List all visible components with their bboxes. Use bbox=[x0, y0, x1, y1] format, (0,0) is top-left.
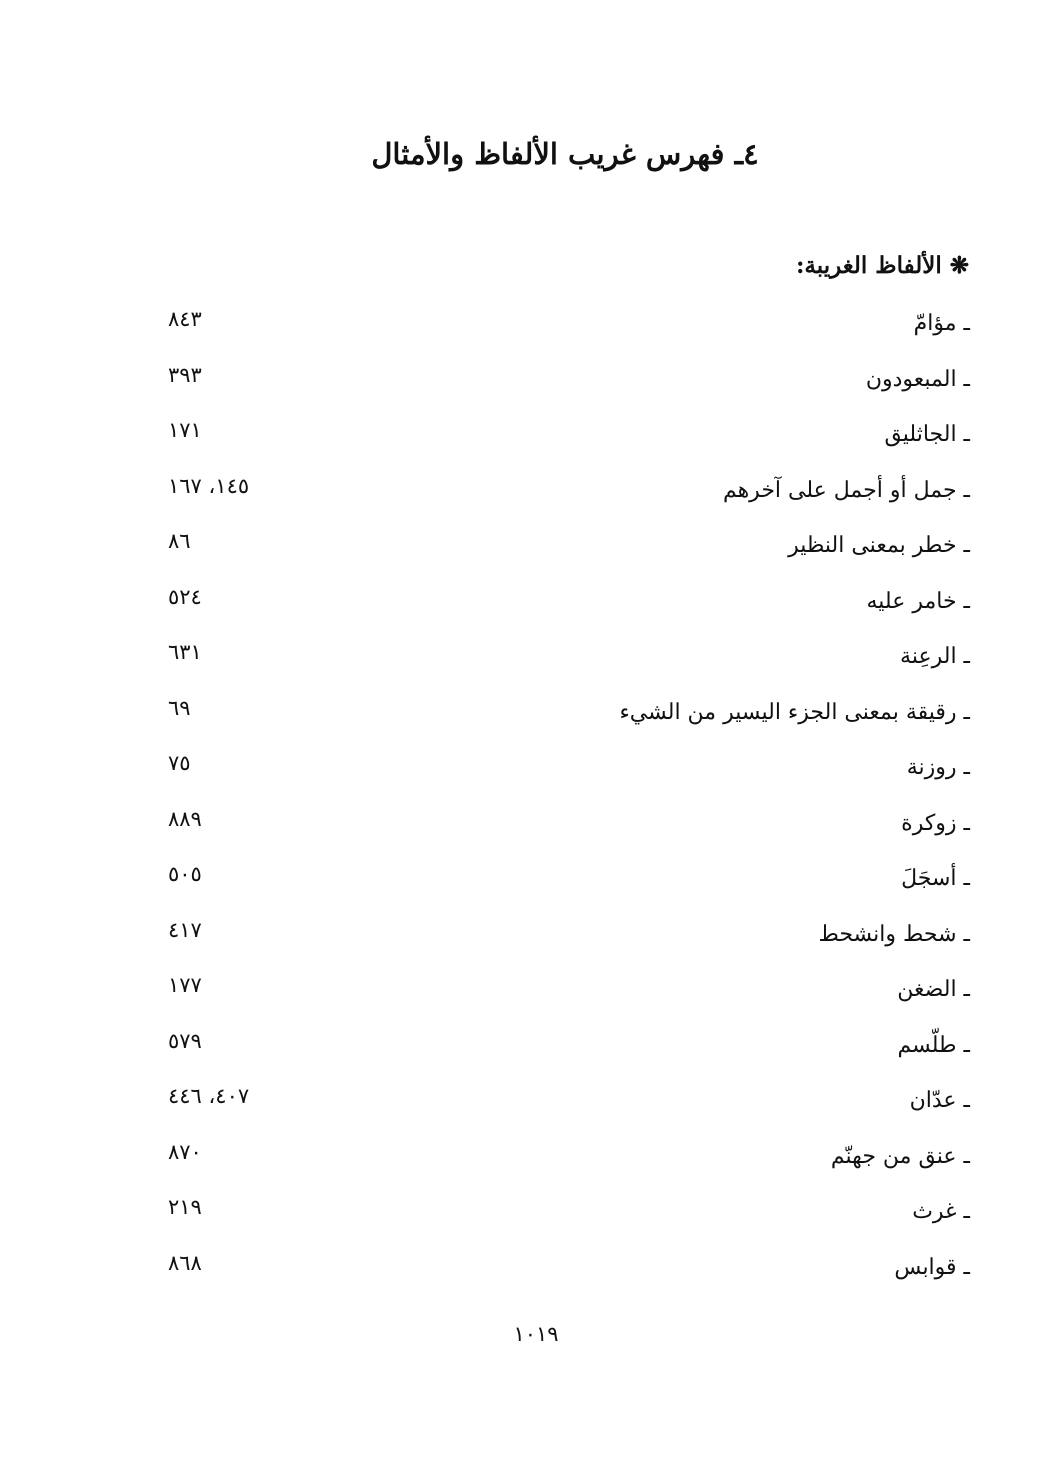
index-entry bbox=[160, 465, 970, 521]
entry-term: ـ رقيقة بمعنى الجزء اليسير من الشيء bbox=[619, 699, 970, 725]
entry-pages: ٤٠٧، ٤٤٦ bbox=[168, 1084, 250, 1108]
index-entries bbox=[160, 298, 970, 1297]
entry-term: ـ الرعِنة bbox=[900, 644, 970, 669]
entry-term: ـ زوكرة bbox=[901, 810, 970, 836]
entry-pages: ٨٧٠ bbox=[168, 1139, 202, 1164]
entry-pages: ٥٢٤ bbox=[168, 584, 202, 609]
index-entry bbox=[160, 354, 970, 410]
entry-pages: ٨٦٨ bbox=[168, 1250, 202, 1275]
entry-term: ـ شحط وانشحط bbox=[818, 921, 970, 947]
entry-term: ـ عنق من جهنّم bbox=[830, 1143, 970, 1169]
entry-pages: ٦٩ bbox=[168, 695, 191, 720]
index-entry bbox=[160, 687, 970, 743]
index-entry bbox=[160, 631, 970, 687]
index-entry bbox=[160, 520, 970, 576]
entry-term: ـ الضغن bbox=[897, 977, 970, 1002]
index-entry bbox=[160, 409, 970, 465]
entry-term: ـ طلّسم bbox=[897, 1032, 970, 1058]
entry-pages: ١٧١ bbox=[168, 418, 202, 442]
entry-pages: ١٤٥، ١٦٧ bbox=[168, 473, 250, 498]
index-entry bbox=[160, 1242, 970, 1298]
entry-term: ـ خطر بمعنى النظير bbox=[788, 533, 970, 558]
index-entry bbox=[160, 576, 970, 632]
index-entry bbox=[160, 909, 970, 965]
entry-pages: ٢١٩ bbox=[168, 1195, 202, 1219]
entry-pages: ٤١٧ bbox=[168, 917, 202, 942]
entry-pages: ٥٠٥ bbox=[168, 862, 202, 886]
entry-term: ـ خامر عليه bbox=[866, 588, 970, 614]
index-entry bbox=[160, 1020, 970, 1076]
page-number: ١٠١٩ bbox=[513, 1322, 559, 1346]
entry-pages: ٨٨٩ bbox=[168, 806, 202, 831]
section-heading: ❋ الألفاظ الغريبة: bbox=[795, 252, 969, 279]
entry-pages: ٧٥ bbox=[168, 751, 191, 775]
entry-term: ـ جمل أو أجمل على آخرهم bbox=[722, 477, 970, 503]
index-entry bbox=[160, 853, 970, 909]
page-title: ٤ـ فهرس غريب الألفاظ والأمثال bbox=[371, 137, 759, 171]
entry-term: ـ عدّان bbox=[909, 1088, 970, 1113]
index-entry bbox=[160, 742, 970, 798]
index-entry bbox=[160, 798, 970, 854]
entry-pages: ٨٦ bbox=[168, 529, 191, 553]
index-entry bbox=[160, 1186, 970, 1242]
entry-pages: ١٧٧ bbox=[168, 973, 202, 997]
index-entry bbox=[160, 1075, 970, 1131]
index-entry bbox=[160, 1131, 970, 1187]
entry-term: ـ مؤامّ bbox=[913, 311, 970, 336]
entry-term: ـ الجاثليق bbox=[884, 422, 970, 447]
entry-term: ـ غرث bbox=[912, 1199, 970, 1224]
entry-pages: ٣٩٣ bbox=[168, 362, 202, 387]
entry-term: ـ أسجَلَ bbox=[901, 866, 970, 891]
index-entry bbox=[160, 298, 970, 354]
entry-term: ـ المبعودون bbox=[865, 366, 970, 392]
entry-pages: ٨٤٣ bbox=[168, 307, 202, 331]
entry-pages: ٥٧٩ bbox=[168, 1028, 202, 1053]
index-entry bbox=[160, 964, 970, 1020]
entry-term: ـ روزنة bbox=[906, 755, 970, 780]
entry-pages: ٦٣١ bbox=[168, 640, 202, 664]
entry-term: ـ قوابس bbox=[894, 1254, 970, 1280]
